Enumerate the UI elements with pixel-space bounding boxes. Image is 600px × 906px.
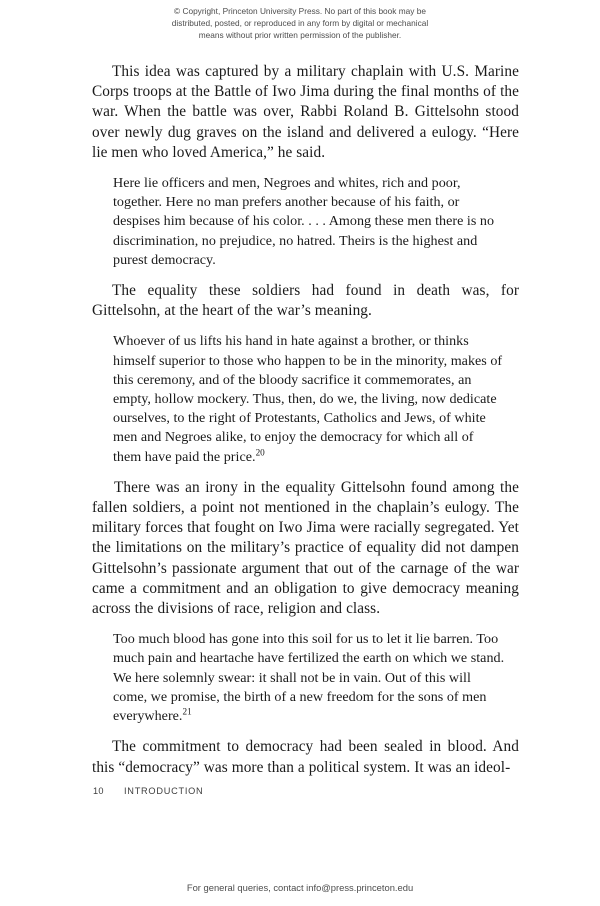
footnote-marker-21: 21 [182, 706, 192, 717]
running-head-title: INTRODUCTION [124, 786, 204, 796]
copyright-line-2: distributed, posted, or reproduced in any form by digital or mechanical [171, 18, 429, 29]
copyright-line-1: © Copyright, Princeton University Press. No part of this book may be [174, 6, 426, 16]
running-foot [93, 786, 203, 796]
spacer [92, 467, 519, 478]
spacer [92, 726, 519, 737]
block-quote-2-text: Whoever of us lifts his hand in hate against a brother, or thinks himself superior to those who happen to be in the minority, makes of this ceremony, and of the bloody sacrifice it commemorates, an empty, hollow mockery. Thus, then, do we, the living, now dedicate ourselves, to the right of Protestants, Catholics and Jews, of white men and Negroes alike, to enjoy the democracy for which all of them have paid the price. [113, 333, 503, 465]
body-paragraph-4: The commitment to democracy had been sealed in blood. And this “democracy” was more than a political system. It was an ideol- [92, 738, 519, 776]
copyright-notice [125, 5, 475, 42]
general-queries-footer: For general queries, contact info@press.princeton.edu [186, 882, 414, 893]
footnote-marker-20: 20 [255, 446, 265, 457]
block-quote-1: Here lie officers and men, Negroes and whites, rich and poor, together. Here no man prefers another because of his faith, or despises him because of his color. . . . Among these men there is no discrimination, no prejudice, no hatred. Theirs is the highest and purest democracy. [113, 175, 495, 268]
block-quote-3-text: Too much blood has gone into this soil for us to let it lie barren. Too much pain and heartache have fertilized the earth on which we stand. We here solemnly swear: it shall not be in vain. Out of this will come, we promise, the birth of a new freedom for the sons of men everywhere. [113, 631, 505, 725]
block-quote-2 [113, 332, 505, 466]
block-quote-3 [113, 630, 505, 726]
spacer [92, 321, 519, 332]
body-paragraph-1: This idea was captured by a military chaplain with U.S. Marine Corps troops at the Battle of Iwo Jima during the final months of the war. When the battle was over, Rabbi Roland B. Gittelsohn stood over newly dug graves on the island and delivered a eulogy. “Here lie men who loved America,” he said. [92, 63, 519, 161]
body-paragraph-3: There was an irony in the equality Gittelsohn found among the fallen soldiers, a point not mentioned in the chaplain’s eulogy. The military forces that fought on Iwo Jima were racially segregated. Yet the limitations on the military’s practice of equality did not dampen Gittelsohn’s passionate argument that out of the carnage of the war came a commitment and an obligation to give democracy meaning across the divisions of race, religion and class. [92, 478, 519, 618]
spacer [92, 163, 519, 174]
spacer [92, 270, 519, 281]
copyright-line-3: means without prior written permission of the publisher. [198, 30, 402, 41]
body-paragraph-2: The equality these soldiers had found in death was, for Gittelsohn, at the heart of the war’s meaning. [92, 282, 519, 320]
page-number: 10 [93, 786, 104, 796]
spacer [92, 619, 519, 630]
page-body [92, 62, 519, 778]
